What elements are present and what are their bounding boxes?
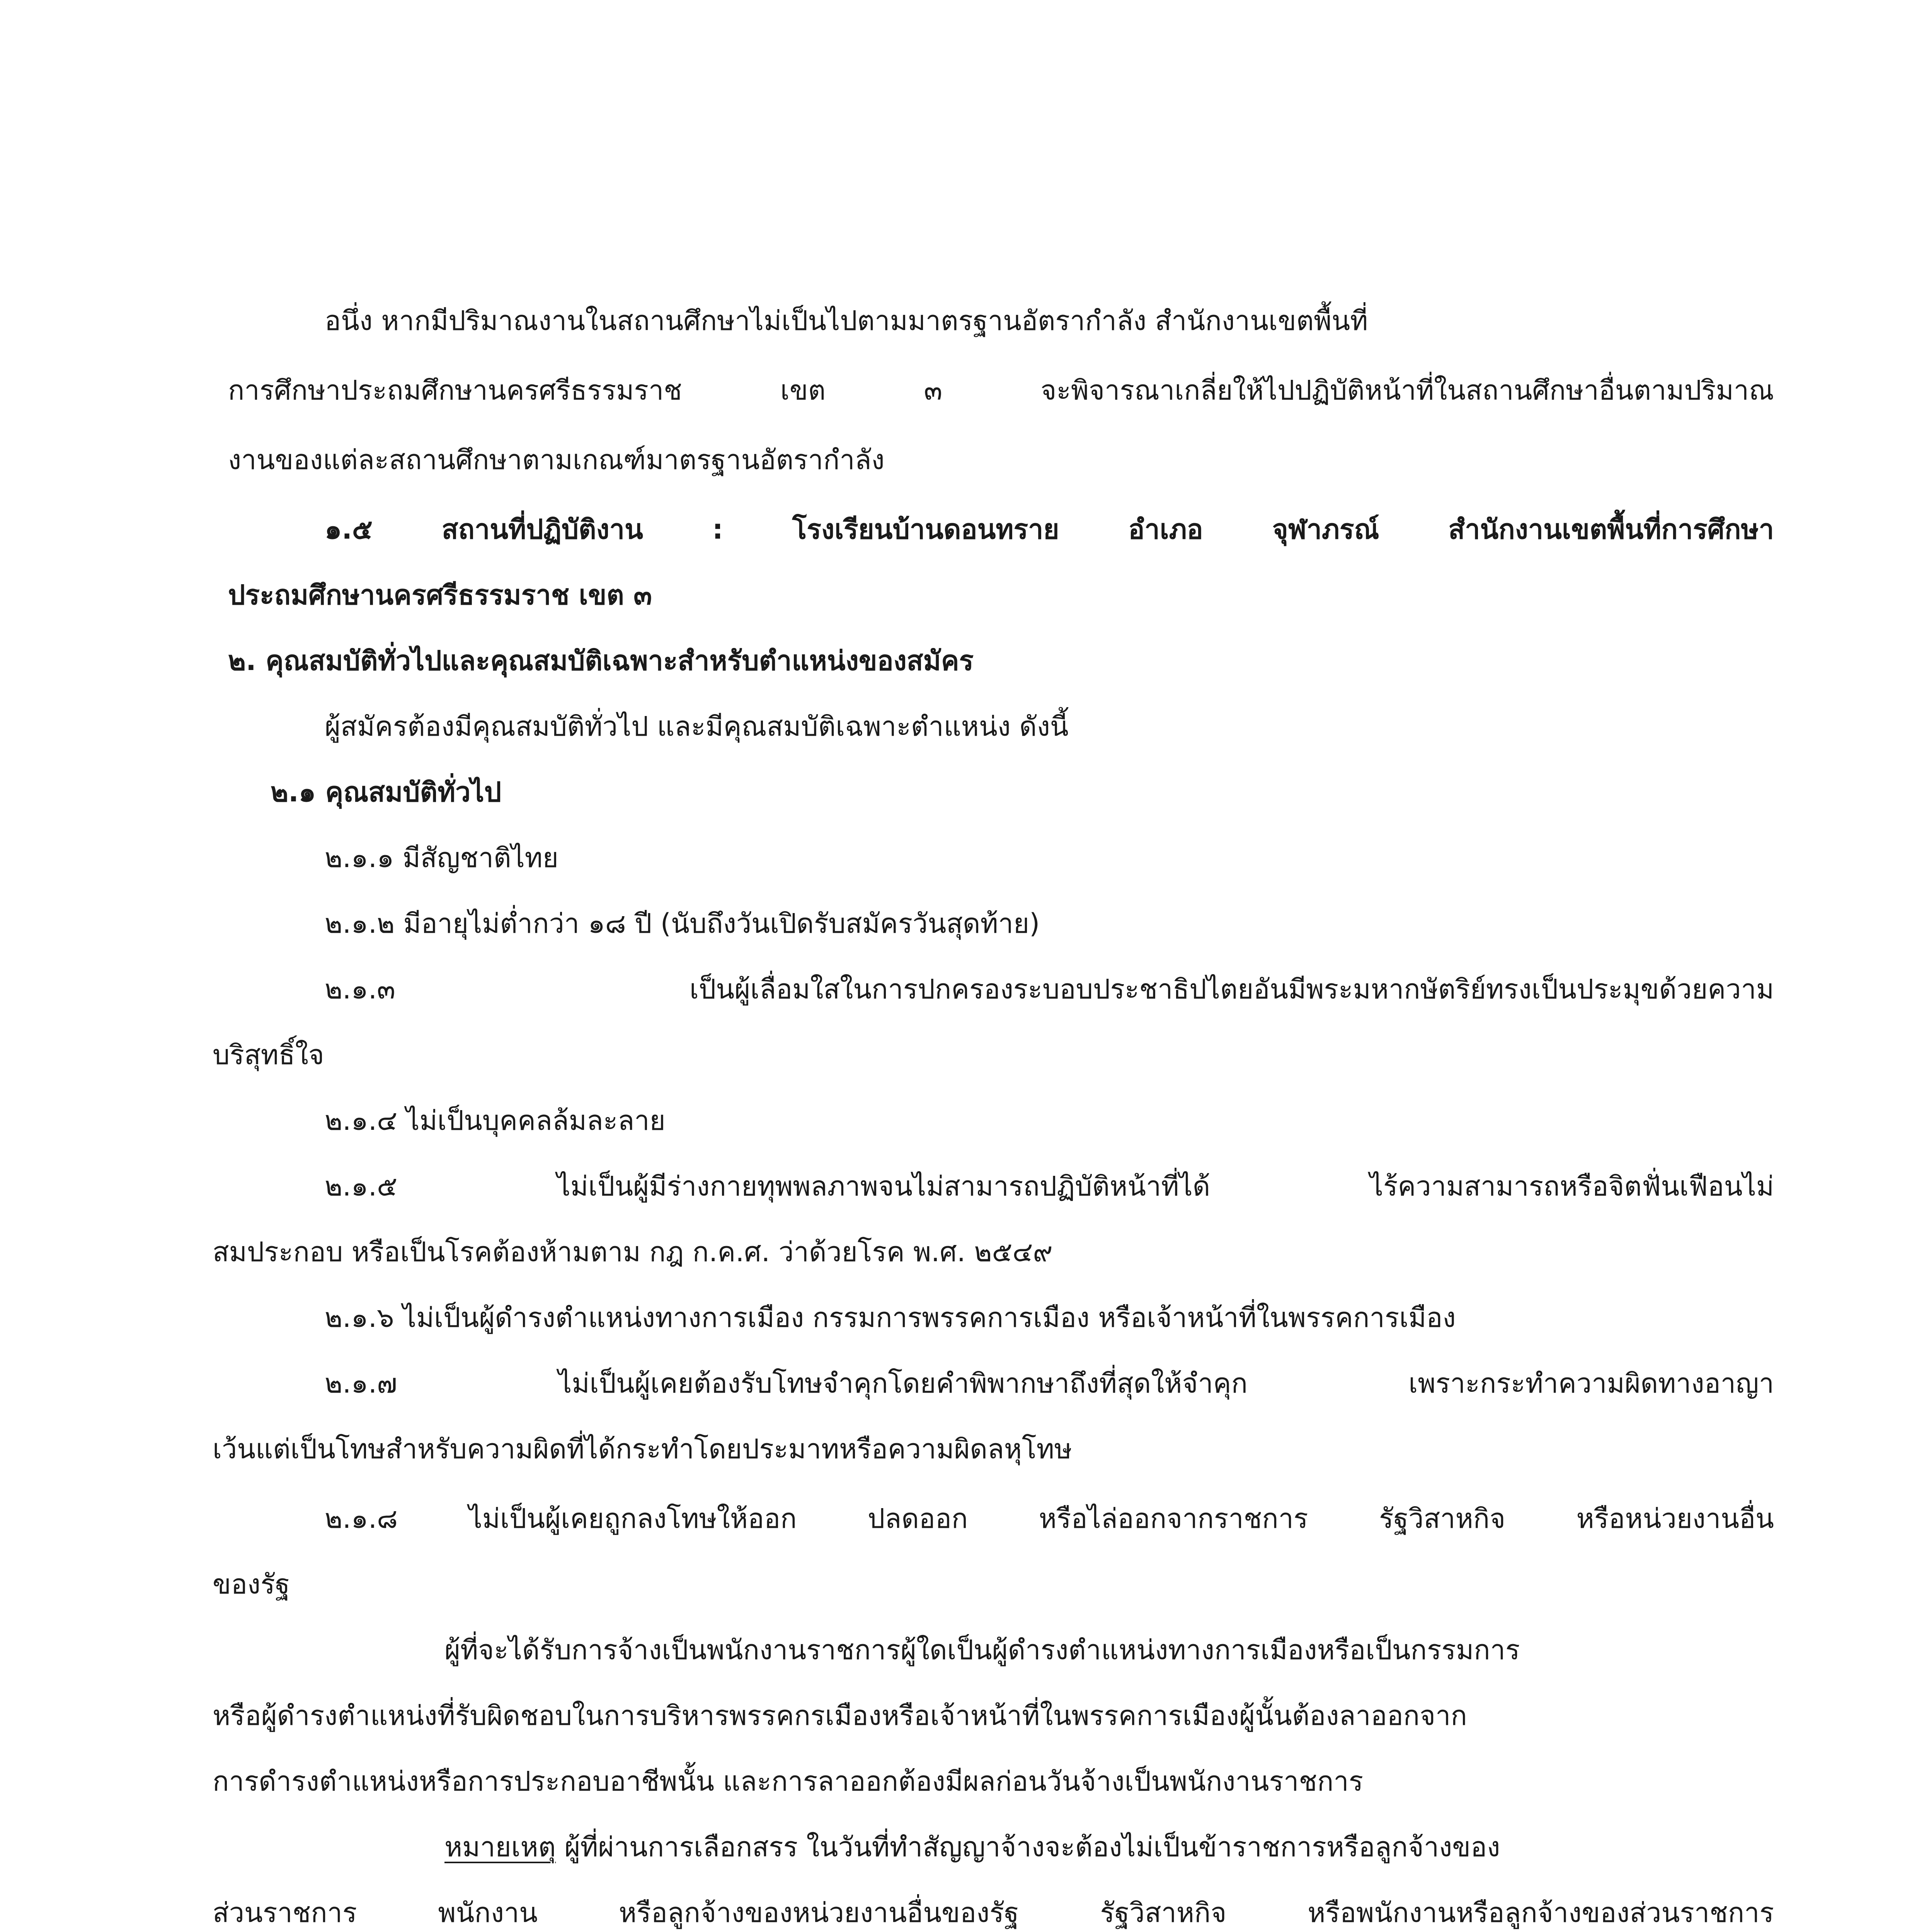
- list-item: ๒.๑.๑ มีสัญชาติไทย: [325, 842, 558, 874]
- paragraph-line: ผู้ที่จะได้รับการจ้างเป็นพนักงานราชการผู้ใดเป็นผู้ดำรงตำแหน่งทางการเมืองหรือเป็นกรรมการ: [444, 1634, 1520, 1666]
- list-item: ๒.๑.๒ มีอายุไม่ต่ำกว่า ๑๘ ปี (นับถึงวันเปิดรับสมัครวันสุดท้าย): [325, 908, 1040, 939]
- paragraph-line: การศึกษาประถมศึกษานครศรีธรรมราช เขต ๓ จะพิจารณาเกลี่ยให้ไปปฏิบัติหน้าที่ในสถานศึกษาอื่นตามปริมาณ: [228, 374, 1774, 406]
- list-item-cont: ของรัฐ: [213, 1568, 290, 1600]
- section-heading-2-1: ๒.๑ คุณสมบัติทั่วไป: [271, 776, 502, 808]
- paragraph-line: งานของแต่ละสถานศึกษาตามเกณฑ์มาตรฐานอัตรากำลัง: [228, 444, 885, 476]
- list-item: ๒.๑.๗ ไม่เป็นผู้เคยต้องรับโทษจำคุกโดยคำพิพากษาถึงที่สุดให้จำคุก เพราะกระทำความผิดทางอาญา: [325, 1367, 1774, 1399]
- section-heading-1-5-cont: ประถมศึกษานครศรีธรรมราช เขต ๓: [228, 579, 652, 611]
- list-item: ๒.๑.๖ ไม่เป็นผู้ดำรงตำแหน่งทางการเมือง กรรมการพรรคการเมือง หรือเจ้าหน้าที่ในพรรคการเมือง: [325, 1302, 1456, 1333]
- paragraph-line: การดำรงตำแหน่งหรือการประกอบอาชีพนั้น และการลาออกต้องมีผลก่อนวันจ้างเป็นพนักงานราชการ: [213, 1765, 1364, 1797]
- section-heading-1-5: ๑.๕ สถานที่ปฏิบัติงาน : โรงเรียนบ้านดอนทราย อำเภอ จุฬาภรณ์ สำนักงานเขตพื้นที่การศึกษา: [325, 514, 1774, 545]
- section-intro: ผู้สมัครต้องมีคุณสมบัติทั่วไป และมีคุณสมบัติเฉพาะตำแหน่ง ดังนี้: [325, 711, 1069, 742]
- list-item-cont: เว้นแต่เป็นโทษสำหรับความผิดที่ได้กระทำโดยประมาทหรือความผิดลหุโทษ: [213, 1433, 1072, 1465]
- paragraph-line: อนึ่ง หากมีปริมาณงานในสถานศึกษาไม่เป็นไปตามมาตรฐานอัตรากำลัง สำนักงานเขตพื้นที่: [325, 305, 1368, 337]
- list-item: ๒.๑.๔ ไม่เป็นบุคคลล้มละลาย: [325, 1105, 666, 1136]
- note-line: [444, 1828, 1500, 1866]
- section-heading-2: ๒. คุณสมบัติทั่วไปและคุณสมบัติเฉพาะสำหรับตำแหน่งของสมัคร: [228, 645, 974, 677]
- list-item: ๒.๑.๘ ไม่เป็นผู้เคยถูกลงโทษให้ออก ปลดออก หรือไล่ออกจากราชการ รัฐวิสาหกิจ หรือหน่วยงานอื่น: [325, 1503, 1774, 1534]
- list-item: ๒.๑.๓ เป็นผู้เลื่อมใสในการปกครองระบอบประชาธิปไตยอันมีพระมหากษัตริย์ทรงเป็นประมุขด้วยความ: [325, 973, 1774, 1005]
- list-item-cont: สมประกอบ หรือเป็นโรคต้องห้ามตาม กฎ ก.ค.ศ. ว่าด้วยโรค พ.ศ. ๒๕๔๙: [213, 1236, 1053, 1268]
- list-item-cont: บริสุทธิ์ใจ: [213, 1039, 324, 1071]
- note-text: ผู้ที่ผ่านการเลือกสรร ในวันที่ทำสัญญาจ้างจะต้องไม่เป็นข้าราชการหรือลูกจ้างของ: [556, 1831, 1500, 1863]
- note-label: หมายเหตุ: [444, 1831, 556, 1863]
- note-line: ส่วนราชการ พนักงาน หรือลูกจ้างของหน่วยงานอื่นของรัฐ รัฐวิสาหกิจ หรือพนักงานหรือลูกจ้างของส่วนราชการ: [213, 1897, 1774, 1929]
- paragraph-line: หรือผู้ดำรงตำแหน่งที่รับผิดชอบในการบริหารพรรคกรเมืองหรือเจ้าหน้าที่ในพรรคการเมืองผู้นั้นต้องลาออกจาก: [213, 1700, 1467, 1731]
- list-item: ๒.๑.๕ ไม่เป็นผู้มีร่างกายทุพพลภาพจนไม่สามารถปฏิบัติหน้าที่ได้ ไร้ความสามารถหรือจิตฟั่นเฟือนไม่: [325, 1170, 1774, 1202]
